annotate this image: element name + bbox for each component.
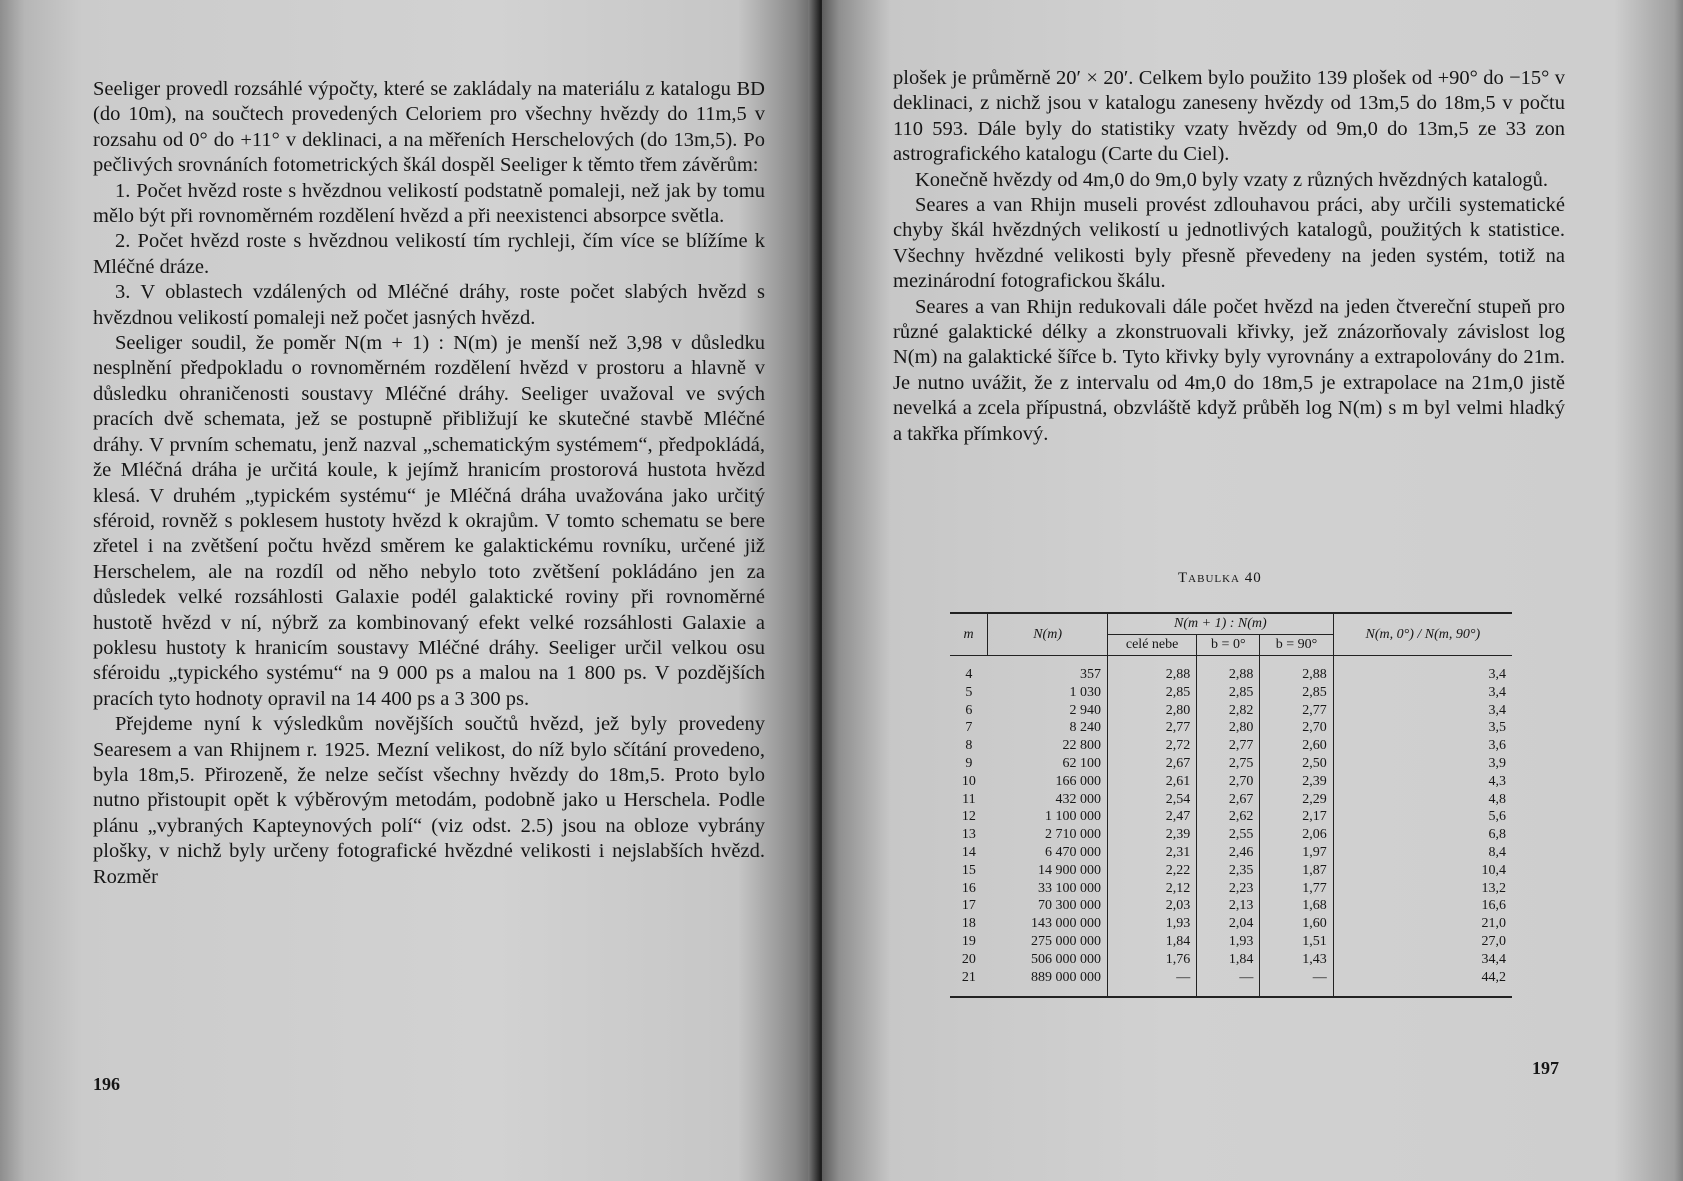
table-cell: 2,35 <box>1197 862 1260 880</box>
table-cell: 2,04 <box>1197 915 1260 933</box>
table-row <box>950 737 1512 755</box>
table-row <box>950 933 1512 951</box>
table-cell: 33 100 000 <box>1038 880 1101 896</box>
paragraph: Seares a van Rhijn redukovali dále počet hvězd na jeden čtvereční stupeň pro různé galaktické délky a zkonstruovali křivky, jež znázorňovaly závislost log N(m) na galaktické šířce b. Tyto křivky byly vyrovnány a extrapolovány do 21m. Je nutno uvážit, že z intervalu od 4m,0 do 18m,5 je extrapolace na 21m,0 jistě nevelká a zcela přípustná, obzvláště když průběh log N(m) s m byl velmi hladký a takřka přímkový. <box>893 295 1565 445</box>
table-cell: 1,76 <box>1108 951 1197 969</box>
table-cell: 20 <box>961 951 976 967</box>
data-table <box>950 612 1512 998</box>
table-cell: 357 <box>1080 667 1101 682</box>
table-cell: 22 800 <box>1062 738 1101 754</box>
table-row <box>950 880 1512 898</box>
table-cell: 2,88 <box>1197 656 1260 684</box>
table-cell: 14 <box>961 844 976 860</box>
table-cell: 1,60 <box>1260 915 1333 933</box>
table-row <box>950 755 1512 773</box>
table-cell: 3,6 <box>1333 737 1512 755</box>
table-row <box>950 915 1512 933</box>
table-cell: 2,70 <box>1260 719 1333 737</box>
table-row <box>950 808 1512 826</box>
table-cell: 2,31 <box>1108 844 1197 862</box>
table-cell: — <box>1260 969 1333 998</box>
table-cell: 2,29 <box>1260 791 1333 809</box>
table-cell: 432 000 <box>1055 791 1101 807</box>
table-cell: 15 <box>961 862 976 878</box>
table-row <box>950 773 1512 791</box>
table-cell: 1,68 <box>1260 897 1333 915</box>
paragraph: plošek je průměrně 20′ × 20′. Celkem bylo použito 139 plošek od +90° do −15° v deklinaci, z nichž jsou v katalogu zaneseny hvězdy od 13m,5 do 18m,5 v počtu 110 593. Dále byly do statistiky vzaty hvězdy od 9m,0 do 13m,5 ze 33 zon astrografického katalogu (Carte du Ciel). <box>893 67 1565 166</box>
table-cell: — <box>1108 969 1197 998</box>
table-cell: 2 940 <box>1069 702 1101 718</box>
table-cell: 2,39 <box>1260 773 1333 791</box>
table-cell: 2,67 <box>1108 755 1197 773</box>
table-cell: 6 <box>965 702 973 718</box>
table-cell: 12 <box>961 809 976 825</box>
table-cell: 166 000 <box>1055 773 1101 789</box>
table-cell: 2,46 <box>1197 844 1260 862</box>
table-cell: 2,03 <box>1108 897 1197 915</box>
table-cell: 4 <box>965 667 973 682</box>
table-cell: 11 <box>962 791 976 807</box>
table-cell: 7 <box>965 720 973 736</box>
table-cell: 5,6 <box>1333 808 1512 826</box>
table-cell: 2,61 <box>1108 773 1197 791</box>
table-cell: 34,4 <box>1333 951 1512 969</box>
table-cell: 8 240 <box>1069 720 1101 736</box>
header-sub1: celé nebe <box>1108 635 1197 656</box>
table-cell: 19 <box>961 933 976 949</box>
table-cell: 2,67 <box>1197 791 1260 809</box>
paragraph: Přejdeme nyní k výsledkům novějších součtů hvězd, jež byly provedeny Searesem a van Rhijnem r. 1925. Mezní velikost, do níž bylo sčítání provedeno, byla 18m,5. Přirozeně, že nelze sečíst všechny hvězdy do 18m,5. Proto bylo nutno přistoupit opět k výběrovým metodám, podobně jako u Herschela. Podle plánu „vybraných Kapteynových polí“ (viz odst. 2.5) jsou na obloze vybrány plošky, v nichž byly určeny fotografické hvězdné velikosti i nejslabších hvězd. Rozměr <box>93 713 765 888</box>
table-cell: 1,97 <box>1260 844 1333 862</box>
table-cell: 5 <box>965 684 973 700</box>
header-ratio: N(m + 1) : N(m) <box>1108 613 1334 635</box>
table-cell: 2,55 <box>1197 826 1260 844</box>
table-cell: 2,88 <box>1260 656 1333 684</box>
table-cell: 14 900 000 <box>1038 862 1101 878</box>
left-page <box>0 0 820 1181</box>
table-cell: 1,93 <box>1108 915 1197 933</box>
table-cell: 1 100 000 <box>1045 809 1101 825</box>
page-number: 196 <box>93 1074 120 1094</box>
paragraph: Seares a van Rhijn museli provést zdlouhavou práci, aby určili systematické chyby škál hvězdných velikostí u jednotlivých katalogů, použitých k statistice. Všechny hvězdné velikosti byly přesně převedeny na jeden systém, totiž na mezinárodní fotografickou škálu. <box>893 194 1565 293</box>
table-cell: 1,84 <box>1108 933 1197 951</box>
table-cell: 44,2 <box>1333 969 1512 998</box>
table-cell: 2,77 <box>1197 737 1260 755</box>
table-cell: 17 <box>961 898 976 914</box>
table-cell: 2,54 <box>1108 791 1197 809</box>
table-row <box>950 897 1512 915</box>
table-cell: 2,88 <box>1108 656 1197 684</box>
table-cell: 4,3 <box>1333 773 1512 791</box>
table-cell: 2,39 <box>1108 826 1197 844</box>
table-cell: 2,23 <box>1197 880 1260 898</box>
table-cell: 2,82 <box>1197 702 1260 720</box>
table-row <box>950 656 1512 684</box>
table-cell: 2,47 <box>1108 808 1197 826</box>
table-row <box>950 684 1512 702</box>
table-row <box>950 969 1512 998</box>
table-row <box>950 791 1512 809</box>
table-cell: 2,12 <box>1108 880 1197 898</box>
table-cell: 889 000 000 <box>1031 969 1101 985</box>
table-cell: 1,87 <box>1260 862 1333 880</box>
table-cell: 3,4 <box>1333 684 1512 702</box>
table-cell: 3,9 <box>1333 755 1512 773</box>
table-row <box>950 719 1512 737</box>
table-cell: 4,8 <box>1333 791 1512 809</box>
table-cell: 13,2 <box>1333 880 1512 898</box>
table-cell: 2,13 <box>1197 897 1260 915</box>
table-cell: 1,43 <box>1260 951 1333 969</box>
paragraph: Konečně hvězdy od 4m,0 do 9m,0 byly vzaty z různých hvězdných katalogů. <box>915 168 1549 191</box>
paragraph: Seeliger soudil, že poměr N(m + 1) : N(m) je menší než 3,98 v důsledku nesplnění předpokladu o rovnoměrném rozdělení hvězd v prostoru a hlavně v důsledku ohraničenosti soustavy Mléčné dráhy. Seeliger uvažoval ve svých pracích dvě schemata, jež se postupně přibližují ke skutečné stavbě Mléčné dráhy. V prvním schematu, jenž nazval „schematickým systémem“, předpokládá, že Mléčná dráha je určitá koule, k jejímž hranicím prostorová hustota hvězd klesá. V druhém „typickém systému“ je Mléčná dráha uvažována jako určitý sféroid, rovněž s poklesem hustoty hvězd k okrajům. V tomto schematu se bere zřetel i na zvětšení počtu hvězd směrem ke galaktickému rovníku, určené již Herschelem, ale na rozdíl od něho nebylo toto zvětšení pokládáno jen za důsledek velké rozsáhlosti Galaxie podél galaktické roviny při rovnoměrné hustotě hvězd v ní, nýbrž za kombinovaný efekt velké rozsáhlosti Galaxie a poklesu hustoty k hranicím soustavy Mléčné dráhy. Seeliger určil velkou osu sféroidu „typického systému“ na 9 000 ps a malou na 1 800 ps. V pozdějších pracích tyto hodnoty opravil na 14 400 ps a 3 300 ps. <box>93 332 765 710</box>
table-cell: 10 <box>961 773 976 789</box>
left-page-text <box>93 77 765 890</box>
table-cell: 18 <box>961 916 976 932</box>
table-cell: 1 030 <box>1069 684 1101 700</box>
table-cell: 2,77 <box>1260 702 1333 720</box>
table-cell: 16,6 <box>1333 897 1512 915</box>
table-cell: 1,51 <box>1260 933 1333 951</box>
paragraph: 2. Počet hvězd roste s hvězdnou velikostí tím rychleji, čím více se blížíme k Mléčné dráze. <box>93 230 765 278</box>
table-cell: 2,80 <box>1108 702 1197 720</box>
table-cell: — <box>1197 969 1260 998</box>
table-cell: 1,93 <box>1197 933 1260 951</box>
table-cell: 1,77 <box>1260 880 1333 898</box>
table-cell: 2,60 <box>1260 737 1333 755</box>
header-m: m <box>950 613 988 656</box>
table-cell: 2 710 000 <box>1045 827 1101 843</box>
table-cell: 2,85 <box>1197 684 1260 702</box>
table-cell: 143 000 000 <box>1031 916 1101 932</box>
table-cell: 9 <box>965 755 973 771</box>
table-cell: 27,0 <box>1333 933 1512 951</box>
table-cell: 2,85 <box>1260 684 1333 702</box>
table-cell: 2,77 <box>1108 719 1197 737</box>
table-cell: 21 <box>961 969 976 985</box>
table-row <box>950 826 1512 844</box>
table-cell: 13 <box>961 827 976 843</box>
right-page <box>822 0 1683 1181</box>
table-body <box>950 656 1512 998</box>
header-sub3: b = 90° <box>1260 635 1333 656</box>
header-sub2: b = 0° <box>1197 635 1260 656</box>
table-cell: 3,5 <box>1333 719 1512 737</box>
paragraph: Seeliger provedl rozsáhlé výpočty, které se zakládaly na materiálu z katalogu BD (do 10m), na součtech provedených Celoriem pro všechny hvězdy do 11m,5 v rozsahu od 0° do +11° v deklinaci, a na měřeních Herschelových (do 13m,5). Po pečlivých srovnáních fotometrických škál dospěl Seeliger k těmto třem závěrům: <box>93 78 765 177</box>
table-cell: 2,85 <box>1108 684 1197 702</box>
table-cell: 6,8 <box>1333 826 1512 844</box>
table-cell: 62 100 <box>1062 755 1101 771</box>
table-cell: 2,62 <box>1197 808 1260 826</box>
table-cell: 2,50 <box>1260 755 1333 773</box>
table-row <box>950 862 1512 880</box>
table-cell: 2,22 <box>1108 862 1197 880</box>
table-row <box>950 951 1512 969</box>
table-cell: 275 000 000 <box>1031 933 1101 949</box>
page-number: 197 <box>1532 1058 1559 1078</box>
table-cell: 2,70 <box>1197 773 1260 791</box>
table-cell: 2,75 <box>1197 755 1260 773</box>
table-cell: 2,72 <box>1108 737 1197 755</box>
table-cell: 2,80 <box>1197 719 1260 737</box>
table-cell: 6 470 000 <box>1045 844 1101 860</box>
table-row <box>950 844 1512 862</box>
table-cell: 16 <box>961 880 976 896</box>
table-cell: 3,4 <box>1333 702 1512 720</box>
table-row <box>950 702 1512 720</box>
header-nm: N(m) <box>988 613 1108 656</box>
table-cell: 2,06 <box>1260 826 1333 844</box>
table-cell: 70 300 000 <box>1038 898 1101 914</box>
paragraph: 3. V oblastech vzdálených od Mléčné dráhy, roste počet slabých hvězd s hvězdnou velikostí pomaleji než počet jasných hvězd. <box>93 281 765 329</box>
table-cell: 2,17 <box>1260 808 1333 826</box>
table-cell: 8,4 <box>1333 844 1512 862</box>
right-page-text <box>893 66 1565 447</box>
table-caption: Tabulka 40 <box>1178 570 1262 586</box>
table-cell: 10,4 <box>1333 862 1512 880</box>
table-cell: 8 <box>965 738 973 754</box>
table-cell: 1,84 <box>1197 951 1260 969</box>
table-cell: 21,0 <box>1333 915 1512 933</box>
paragraph: 1. Počet hvězd roste s hvězdnou velikostí podstatně pomaleji, než jak by tomu mělo být při rovnoměrném rozdělení hvězd a při neexistenci absorpce světla. <box>93 179 765 228</box>
header-last: N(m, 0°) / N(m, 90°) <box>1333 613 1512 656</box>
table-cell: 3,4 <box>1333 656 1512 684</box>
table-cell: 506 000 000 <box>1031 951 1101 967</box>
